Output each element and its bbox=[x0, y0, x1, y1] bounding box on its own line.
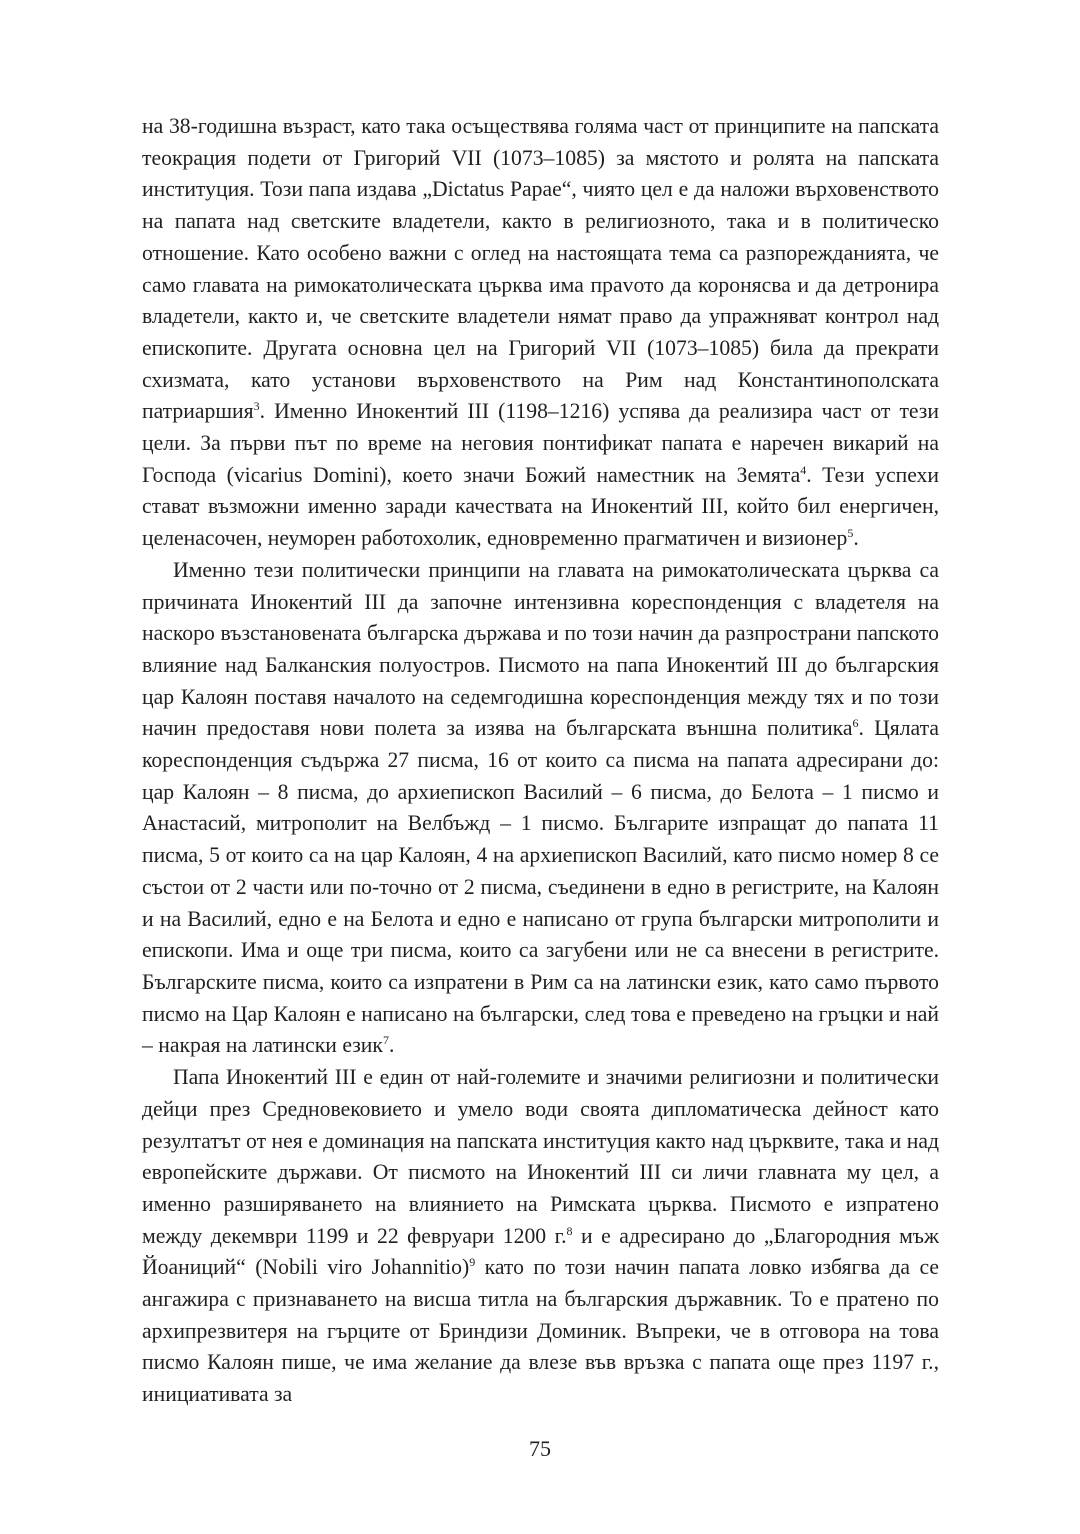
body-text bbox=[142, 111, 939, 1411]
paragraph-1-text-3: . Тези успехи стават възможни именно заради качествата на Инокентий III, който бил енергичен, целенасочен, неуморен работохолик, едновременно прагматичен и визионер bbox=[142, 462, 939, 551]
footnote-ref-8[interactable]: 8 bbox=[566, 1223, 573, 1238]
paragraph-2-text-3: . bbox=[388, 1033, 395, 1058]
footnote-ref-9[interactable]: 9 bbox=[469, 1255, 476, 1270]
footnote-ref-5[interactable]: 5 bbox=[847, 526, 854, 541]
footnote-ref-4[interactable]: 4 bbox=[800, 462, 807, 477]
footnote-ref-6[interactable]: 6 bbox=[852, 716, 859, 731]
paragraph-1-text-4: . bbox=[853, 526, 859, 551]
paragraph-1-text-2: . Именно Инокентий III (1198–1216) успява да реализира част от тези цели. За първи път по време на неговия понтификат папата е наречен викарий на Господа (vicarius Domini), което значи Божий наместник на Земята bbox=[142, 399, 939, 487]
paragraph-3 bbox=[142, 1062, 939, 1411]
paragraph-1 bbox=[142, 111, 939, 555]
footnote-ref-7[interactable]: 7 bbox=[382, 1033, 389, 1048]
paragraph-2-text-2: . Цялата кореспонденция съдържа 27 писма, 16 от които са писма на папата адресирани до: цар Калоян – 8 писма, до архиепископ Василий – 6 писма, до Белота – 1 писмо и Анастасий, митрополит на Велбъжд – 1 писмо. Българите изпращат до папата 11 писма, 5 от които са на цар Калоян, 4 на архиепископ Василий, като писмо номер 8 се състои от 2 части или по-точно от 2 писма, съединени в едно в регистрите, на Калоян и на Василий, едно е на Белота и едно е написано от група български митрополити и епископи. Има и още три писма, които са загубени или не са внесени в регистрите. Българските писма, които са изпратени в Рим са на латински език, като само първото писмо на Цар Калоян е написано на български, след това е преведено на гръцки и най – накрая на латински език bbox=[142, 716, 939, 1058]
paragraph-2 bbox=[142, 555, 939, 1062]
paragraph-3-text-3: като по този начин папата ловко избягва да се ангажира с признаването на висша титла на българския държавник. То е пратено по архипрезвитеря на гърците от Бриндизи Доминик. Въпреки, че в отговора на това писмо Калоян пише, че има желание да влезе във връзка с папата още през 1197 г., инициативата за bbox=[142, 1255, 939, 1407]
paragraph-3-text-2: и е адресирано до „Благородния мъж Йоаниций“ (Nobili viro Johannitio) bbox=[142, 1223, 939, 1280]
footnote-ref-3[interactable]: 3 bbox=[253, 399, 260, 414]
paragraph-2-text-1: Именно тези политически принципи на главата на римокатолическата църква са причината Инокентий III да започне интензивна кореспонденция с владетеля на наскоро възстановената българска държава и по този начин да разпространи папското влияние над Балканския полуостров. Писмото на папа Инокентий III до българския цар Калоян поставя началото на седемгодишна кореспонденция между тях и по този начин предоставя нови полета за изява на българската външна политика bbox=[142, 557, 939, 741]
paragraph-1-text-1: на 38-годишна възраст, като така осъществява голяма част от принципите на папската теокрация подети от Григорий VII (1073–1085) за мястото и ролята на папската институция. Този папа издава „Dictatus Papae“, чиято цел е да наложи върховенството на папата над светските владетели, както в религиозното, така и в политическо отношение. Като особено важни с оглед на настоящата тема са разпорежданията, че само главата на римокатолическата църква има праvото да коронясва и да детронира владетели, както и, че светските владетели нямат право да упражняват контрол над епископите. Другата основна цел на Григорий VII (1073–1085) била да прекрати схизмата, като установи върховенството на Рим над Константинополската патриаршия bbox=[142, 114, 939, 424]
page-number: 75 bbox=[529, 1436, 551, 1461]
paragraph-3-text-1: Папа Инокентий III е един от най-големите и значими религиозни и политически дейци през Средновековието и умело води своята дипломатическа дейност като резултатът от нея е доминация на папската институция както над църквите, така и над европейските държави. От писмото на Инокентий III си личи главната му цел, а именно разширяването на влиянието на Римската църква. Писмото е изпратено между декември 1199 и 22 февруари 1200 г. bbox=[142, 1065, 939, 1248]
